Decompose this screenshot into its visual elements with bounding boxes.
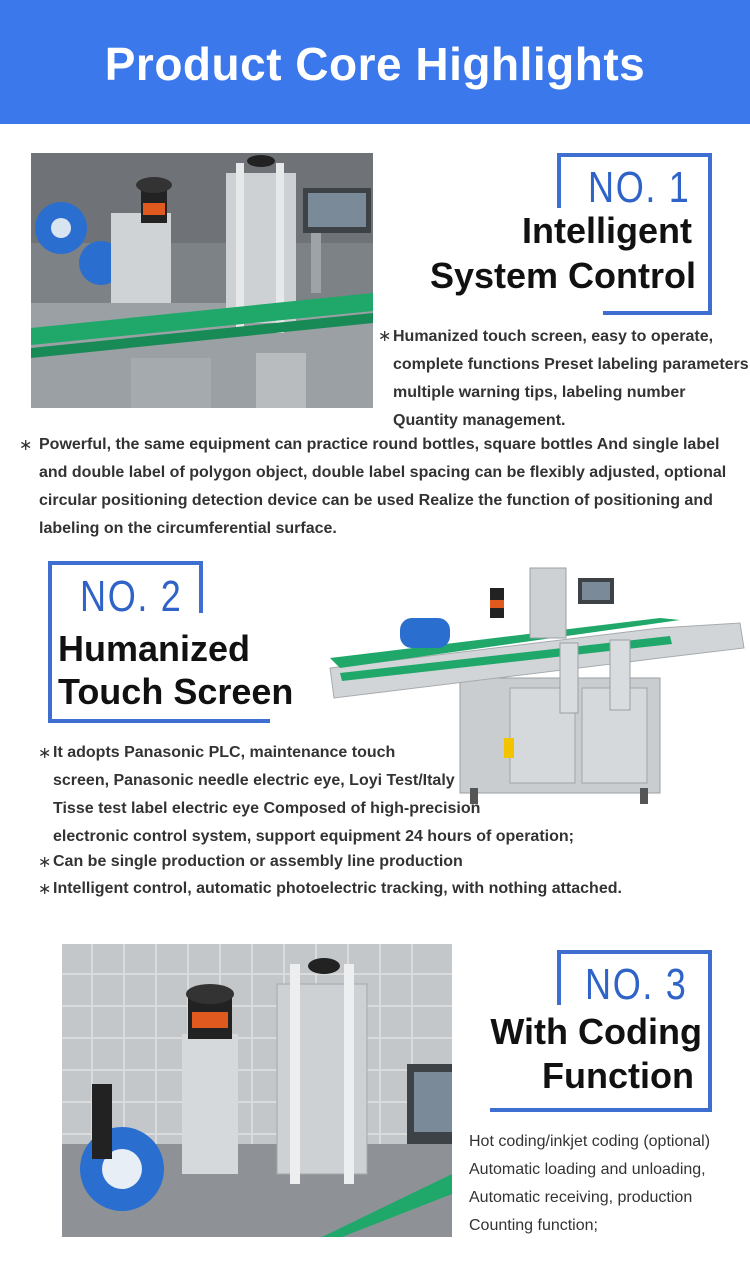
- section-1-side-line-4: Quantity management.: [393, 412, 566, 429]
- number-frame-1-right: [708, 153, 712, 315]
- machine-photo-3: [62, 944, 452, 1237]
- section-1-heading-line2: System Control: [429, 255, 696, 296]
- section-2-line-3: Tisse test label electric eye Composed of high-precision: [53, 800, 481, 817]
- section-2-heading-line1: Humanized: [58, 628, 251, 669]
- number-frame-1-bottom: [603, 311, 712, 315]
- number-frame-3-right: [708, 950, 712, 1112]
- number-frame-2-right: [199, 561, 203, 613]
- number-frame-2-top: [48, 561, 203, 565]
- bullet-star: ∗: [38, 854, 52, 871]
- section-1-full-line-1: Powerful, the same equipment can practice round bottles, square bottles And single label: [39, 436, 720, 453]
- section-2-line-5: Can be single production or assembly line production: [53, 853, 463, 870]
- bullet-star: ∗: [19, 437, 33, 454]
- section-3-heading-line2: Function: [542, 1055, 694, 1096]
- section-3-heading-line1: With Coding: [490, 1011, 702, 1052]
- section-1-full-line-4: labeling on the circumferential surface.: [39, 520, 337, 537]
- section-1-full-line-3: circular positioning detection device can be used Realize the function of positioning and: [39, 492, 713, 509]
- section-1-heading-line1: Intelligent: [522, 210, 692, 251]
- section-number-2: NO. 2: [80, 572, 183, 621]
- section-number-3: NO. 3: [585, 960, 688, 1009]
- number-frame-2-bottom: [48, 719, 270, 723]
- bullet-star: ∗: [38, 745, 52, 762]
- section-2-line-4: electronic control system, support equipment 24 hours of operation;: [53, 828, 574, 845]
- section-2-line-6: Intelligent control, automatic photoelectric tracking, with nothing attached.: [53, 880, 622, 897]
- section-2-line-1: It adopts Panasonic PLC, maintenance touch: [53, 744, 396, 761]
- section-1-side-line-3: multiple warning tips, labeling number: [393, 384, 686, 401]
- section-2-heading-line2: Touch Screen: [58, 671, 294, 712]
- bullet-star: ∗: [378, 328, 392, 345]
- section-1-full-line-2: and double label of polygon object, double label spacing can be flexibly adjusted, optional: [39, 464, 727, 481]
- bullet-star: ∗: [38, 881, 52, 898]
- number-frame-3-left: [557, 950, 561, 1005]
- section-3-line-1: Hot coding/inkjet coding (optional): [469, 1133, 711, 1150]
- number-frame-1-top: [557, 153, 712, 157]
- page-title: Product Core Highlights: [104, 38, 646, 90]
- section-1-side-line-1: Humanized touch screen, easy to operate,: [393, 328, 714, 345]
- section-3-line-4: Counting function;: [469, 1217, 598, 1234]
- section-2-line-2: screen, Panasonic needle electric eye, Loyi Test/Italy: [53, 772, 455, 789]
- number-frame-1-left: [557, 153, 561, 208]
- number-frame-3-bottom: [490, 1108, 712, 1112]
- section-3-line-3: Automatic receiving, production: [469, 1189, 693, 1206]
- section-number-1: NO. 1: [588, 163, 691, 212]
- number-frame-3-top: [557, 950, 712, 954]
- machine-photo-1: [31, 153, 373, 408]
- section-1-side-line-2: complete functions Preset labeling parameters: [393, 356, 749, 373]
- number-frame-2-left: [48, 561, 52, 723]
- section-3-line-2: Automatic loading and unloading,: [469, 1161, 706, 1178]
